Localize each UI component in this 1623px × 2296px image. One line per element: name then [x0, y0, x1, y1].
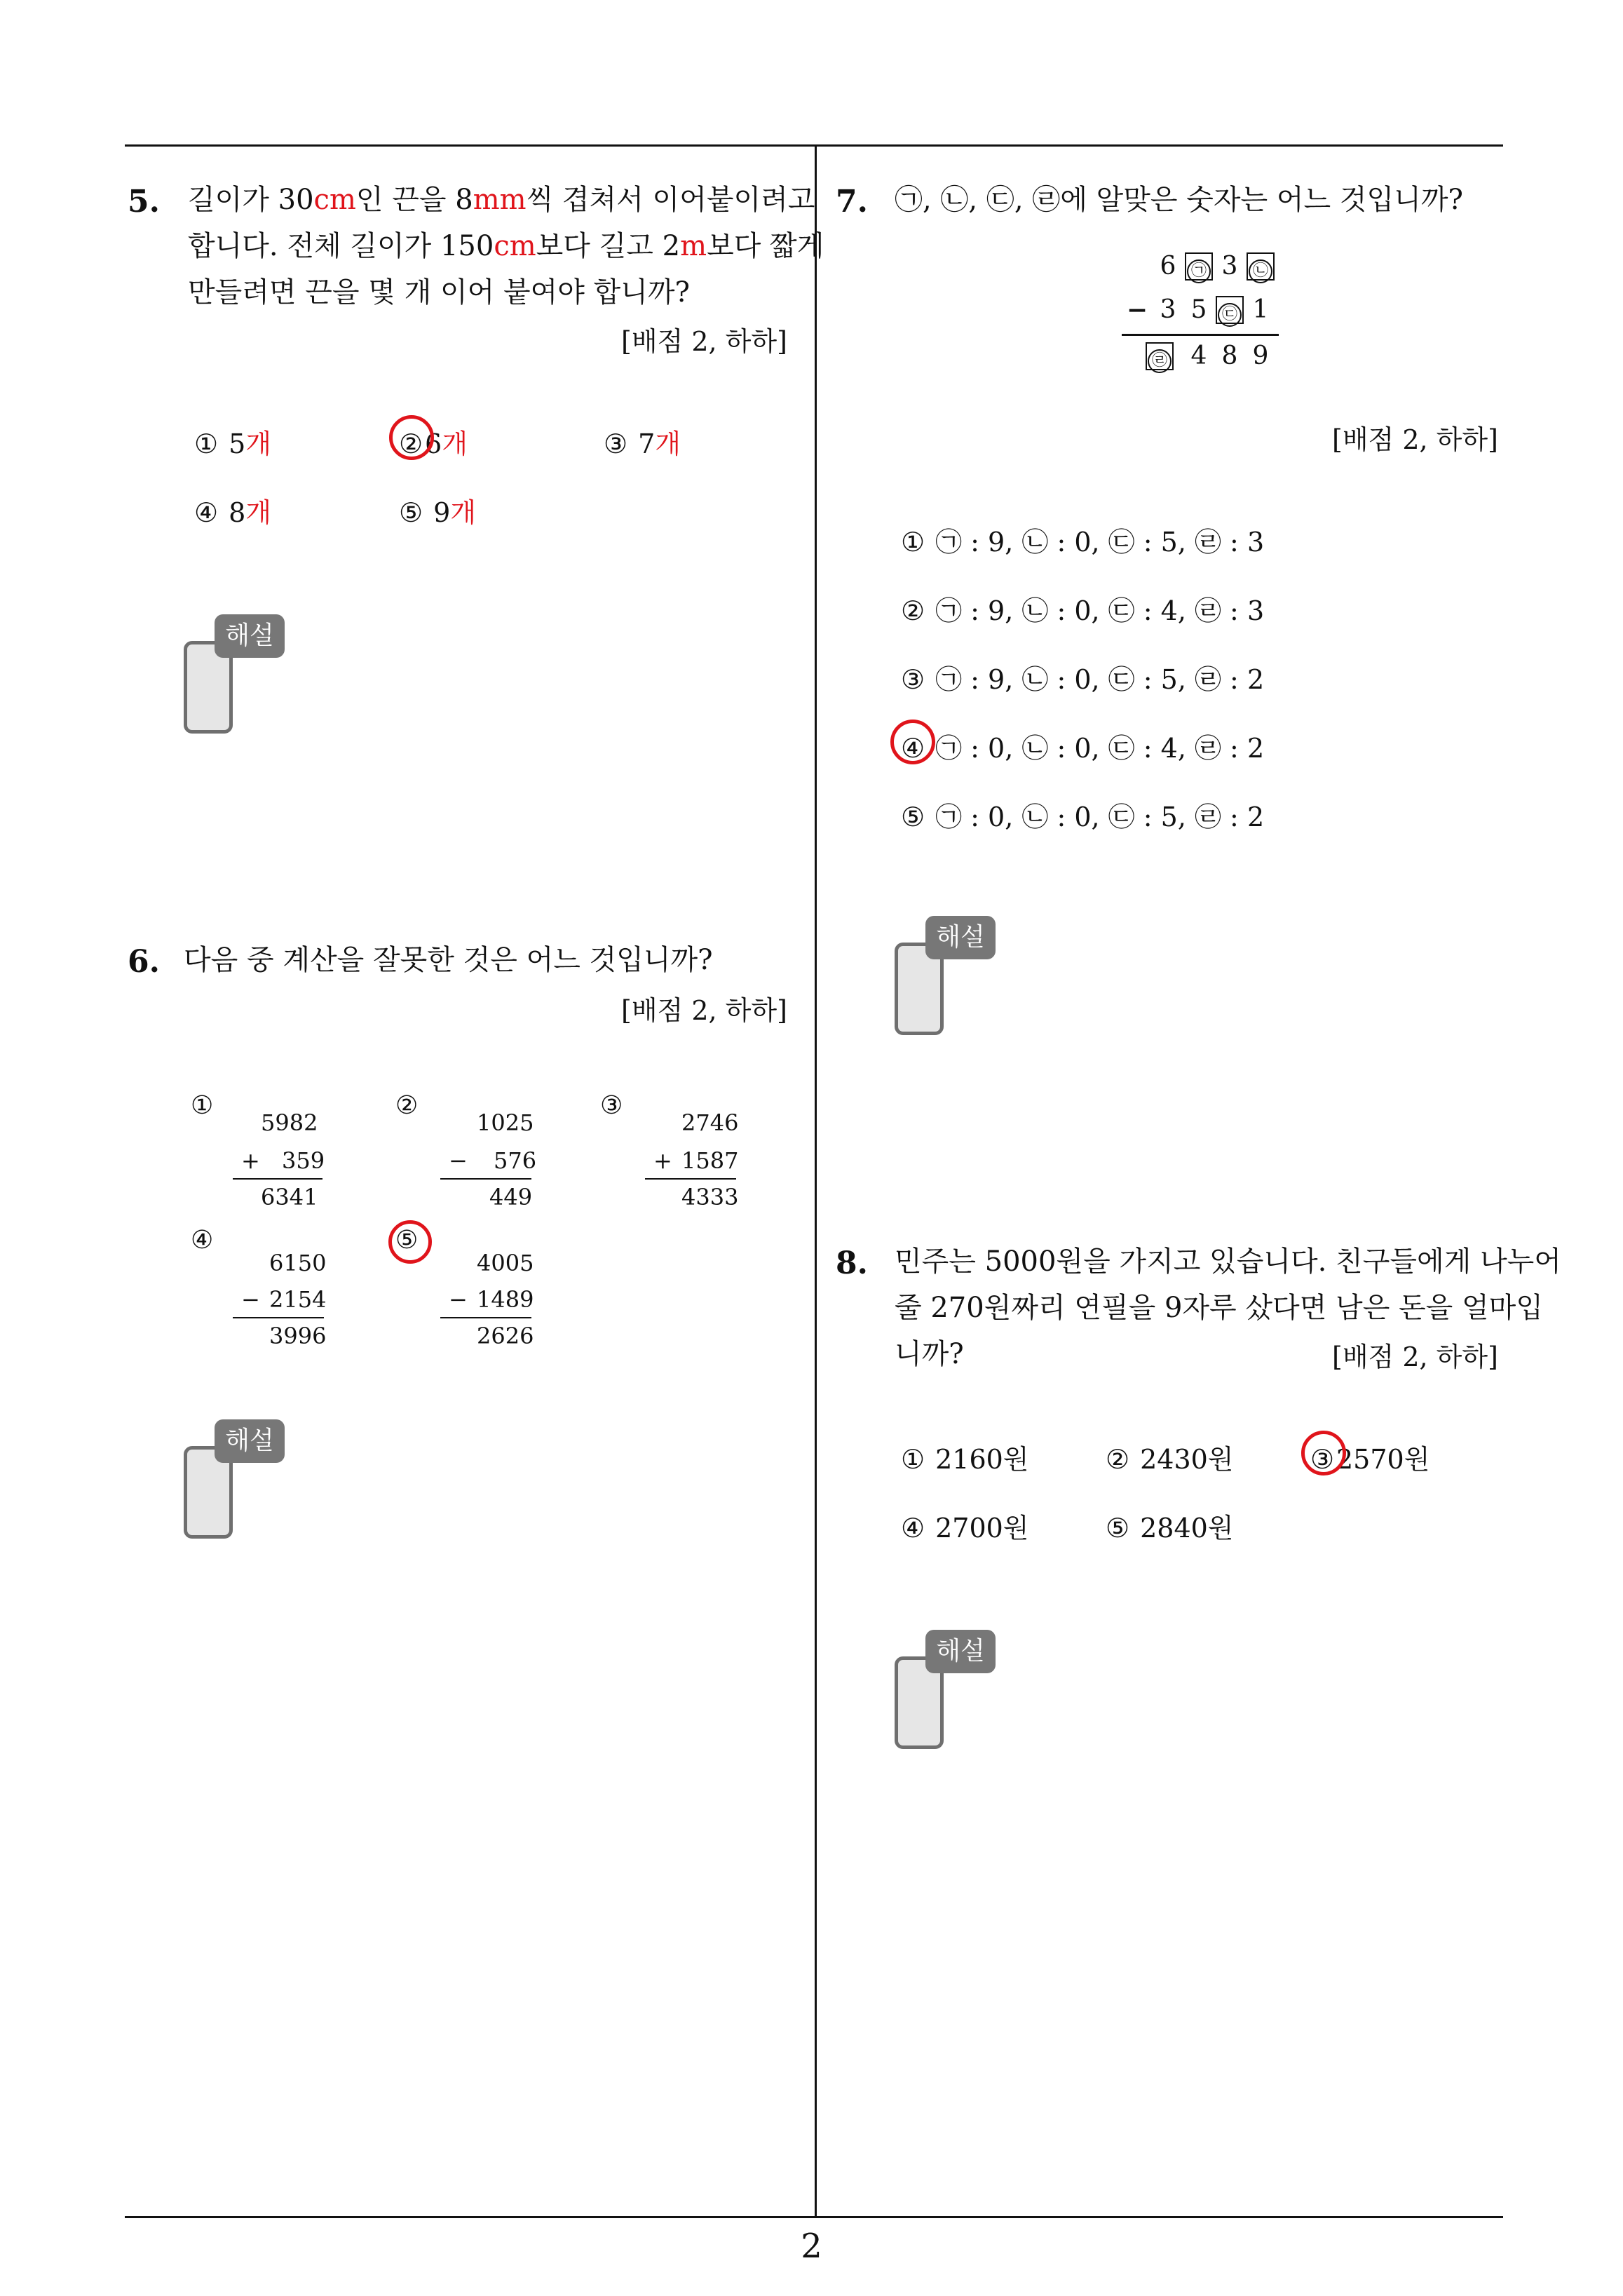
choice-1[interactable]: ① ㉠ : 9, ㉡ : 0, ㉢ : 5, ㉣ : 3 — [900, 527, 1265, 558]
explanation-label: 해설 — [925, 916, 996, 959]
column-divider — [815, 144, 817, 2217]
subtraction-puzzle: 6 ㉠ 3 ㉡ − 3 5 ㉢ 1 ㉣ 4 8 9 — [1122, 252, 1290, 379]
question-number: 6. — [128, 944, 160, 980]
question-text-line: 길이가 30cm인 끈을 8mm씩 겹쳐서 이어붙이려고 — [188, 184, 815, 216]
top-rule — [125, 144, 1503, 147]
question-text-line: 니까? — [895, 1338, 964, 1370]
bottom-rule — [125, 2216, 1503, 2218]
choice-1[interactable]: ① 2160원 — [900, 1444, 1029, 1475]
choice-5[interactable]: ⑤ 2840원 — [1105, 1513, 1234, 1544]
question-number: 5. — [128, 184, 160, 220]
choice-3[interactable]: ③2570원 — [1310, 1444, 1430, 1475]
choice-5[interactable]: ⑤ 9개 — [398, 497, 476, 528]
score-label: [배점 2, 하하] — [621, 995, 787, 1026]
choice-4[interactable]: ④ 2700원 — [900, 1513, 1029, 1544]
explanation-label: 해설 — [215, 1419, 285, 1463]
choice-2[interactable]: ② ㉠ : 9, ㉡ : 0, ㉢ : 4, ㉣ : 3 — [900, 595, 1265, 626]
question-number: 8. — [836, 1245, 868, 1281]
answer-mark-circle — [389, 415, 434, 460]
choice-3[interactable]: ③ ㉠ : 9, ㉡ : 0, ㉢ : 5, ㉣ : 2 — [900, 664, 1265, 695]
answer-mark-circle — [890, 720, 935, 764]
choice-5[interactable]: ⑤ 4005 − 1489 2626 — [395, 1226, 534, 1349]
score-label: [배점 2, 하하] — [1332, 424, 1498, 455]
explanation-label: 해설 — [925, 1630, 996, 1673]
answer-mark-circle — [1301, 1431, 1346, 1475]
question-number: 7. — [836, 184, 868, 220]
choice-4[interactable]: ④ 6150 − 2154 3996 — [191, 1226, 327, 1349]
question-text-line: 민주는 5000원을 가지고 있습니다. 친구들에게 나누어 — [895, 1245, 1561, 1278]
explanation-label: 해설 — [215, 614, 285, 658]
question-text-line: 줄 270원짜리 연필을 9자루 샀다면 남은 돈을 얼마입 — [895, 1292, 1543, 1324]
choice-1[interactable]: ① 5개 — [193, 428, 271, 459]
choice-3[interactable]: ③ 7개 — [603, 428, 681, 459]
question-text-line: 만들려면 끈을 몇 개 이어 붙여야 합니까? — [188, 276, 690, 309]
score-label: [배점 2, 하하] — [621, 326, 787, 357]
choice-4[interactable]: ④ ㉠ : 0, ㉡ : 0, ㉢ : 4, ㉣ : 2 — [900, 733, 1265, 764]
page-number: 2 — [801, 2227, 822, 2266]
choice-1[interactable]: ① 5982 + 359 6341 — [191, 1091, 325, 1210]
choice-5[interactable]: ⑤ ㉠ : 0, ㉡ : 0, ㉢ : 5, ㉣ : 2 — [900, 802, 1265, 832]
question-text-line: 합니다. 전체 길이가 150cm보다 길고 2m보다 짧게 — [188, 230, 824, 262]
choice-2[interactable]: ②6개 — [398, 428, 468, 459]
choice-2[interactable]: ② 1025 − 576 449 — [395, 1091, 537, 1210]
question-text: ㉠, ㉡, ㉢, ㉣에 알맞은 숫자는 어느 것입니까? — [895, 184, 1463, 216]
choice-4[interactable]: ④ 8개 — [193, 497, 271, 528]
score-label: [배점 2, 하하] — [1332, 1342, 1498, 1372]
choice-2[interactable]: ② 2430원 — [1105, 1444, 1234, 1475]
answer-mark-circle — [388, 1220, 432, 1264]
question-text: 다음 중 계산을 잘못한 것은 어느 것입니까? — [184, 944, 713, 976]
choice-3[interactable]: ③ 2746 + 1587 4333 — [600, 1091, 739, 1210]
